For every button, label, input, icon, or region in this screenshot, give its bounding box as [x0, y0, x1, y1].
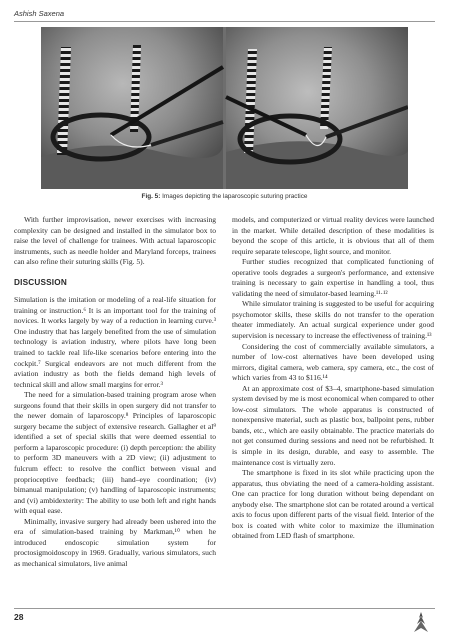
figure-photo-left: [41, 27, 223, 189]
right-column: [232, 215, 434, 605]
paragraph: Minimally, invasive surgery had already been ushered into the era of simulation-based training by Markman,¹⁰ when he introduced endoscopic simulation system for proctosigmoidoscopy in 1969. Gradually, various simulators, such as mechanical simulators, live animal: [14, 516, 216, 568]
paragraph: The need for a simulation-based training program arose when surgeons found that their skills in open surgery did not transfer to the newer domain of laparoscopy.⁸ Principles of laparoscopic surgery became the subject of extensive research. Gallagher et al⁹ identified a set of special skills that were deemed essential to perform a laparoscopic procedure: (i) depth perception: the ability to perform 3D maneuvers with a 2D view; (ii) adjustment to fulcrum effect: to resolve the conflict between visual and proprioceptive feedback; (iii) hand–eye coordination; (iv) bimanual manipulation; (v) handling of laparoscopic instruments; and (vi) ambidexterity: The ability to use both left and right hands with equal ease.: [14, 390, 216, 516]
paragraph: Simulation is the imitation or modeling of a real-life situation for training or instruction.⁶ It is an important tool for the training of novices. It works largely by way of a reduction in learning curve.³ One industry that has largely benefited from the use of simulation technology is aviation industry, where pilots have long been trained to tackle real life-like scenarios before entering into the cockpit.⁷ Surgical endeavors are not much different from the aviation industry as both the fields demand high levels of technical skill and allow small margins for error.³: [14, 295, 216, 389]
paragraph: At an approximate cost of $3–4, smartphone-based simulation system devised by me is most economical when compared to other low-cost simulators. The whole apparatus is constructed of nonexpensive material, such as plastic box, ballpoint pens, rubber bands, etc., which are easily obtainable. The practice materials do not get consumed during sessions and need not be refurbished. It is simple in its design, durable, and easy to assemble. The maintenance cost is virtually zero.: [232, 383, 434, 467]
figure-photo-right: [226, 27, 408, 189]
figure-photo-pair: [41, 27, 408, 189]
footer-divider: [14, 608, 435, 609]
figure-caption-text: Images depicting the laparoscopic suturing practice: [160, 193, 308, 200]
running-header-author: Ashish Saxena: [14, 9, 65, 18]
paragraph: Further studies recognized that complicated functioning of operative tools degrades a surgeon's performance, and extensive training is necessary to gain expertise in handling a tool, thus validating the need of simulator-based learning.¹¹·¹²: [232, 257, 434, 298]
paragraph: With further improvisation, newer exercises with increasing complexity can be designed and installed in the simulator box to raise the level of challenge for trainees. With actual laparoscopic instruments, such as needle holder and Maryland forceps, trainees can also refine their suturing skills (Fig. 5).: [14, 215, 216, 267]
left-column: [14, 215, 216, 605]
paragraph: models, and computerized or virtual reality devices were launched in the market. While detailed description of these modalities is beyond the scope of this article, it is obvious that all of them require separate telescope, light source, and monitor.: [232, 215, 434, 256]
header-divider: [14, 21, 435, 22]
figure-caption-label: Fig. 5:: [141, 193, 161, 200]
paragraph: Considering the cost of commercially available simulators, a number of low-cost alternatives have been developed using mirrors, digital camera, web camera, spy camera, etc., the cost of which varies from 43 to $116.¹⁴: [232, 341, 434, 383]
paragraph: While simulator training is suggested to be useful for acquiring psychomotor skills, these skills do not transfer to the operation theater immediately. An actual surgical experience under good supervision is necessary to increase the effectiveness of training.¹³: [232, 299, 434, 341]
figure-laparoscopic-suturing: [41, 27, 408, 189]
figure-caption: [0, 193, 449, 200]
publisher-logo-icon: [410, 610, 432, 634]
section-heading-discussion: DISCUSSION: [14, 277, 67, 287]
paragraph: The smartphone is fixed in its slot while practicing upon the apparatus, thus obviating the need of a camera-holding assistant. One can practice for long duration without being dependant on anybody else. The smartphone slot can be rotated around a vertical axis to focus upon different parts of the visual field. Interior of the box is coated with white color to maximize the illumination obtained from LED flash of smartphone.: [232, 468, 434, 541]
page-number: 28: [14, 612, 24, 622]
